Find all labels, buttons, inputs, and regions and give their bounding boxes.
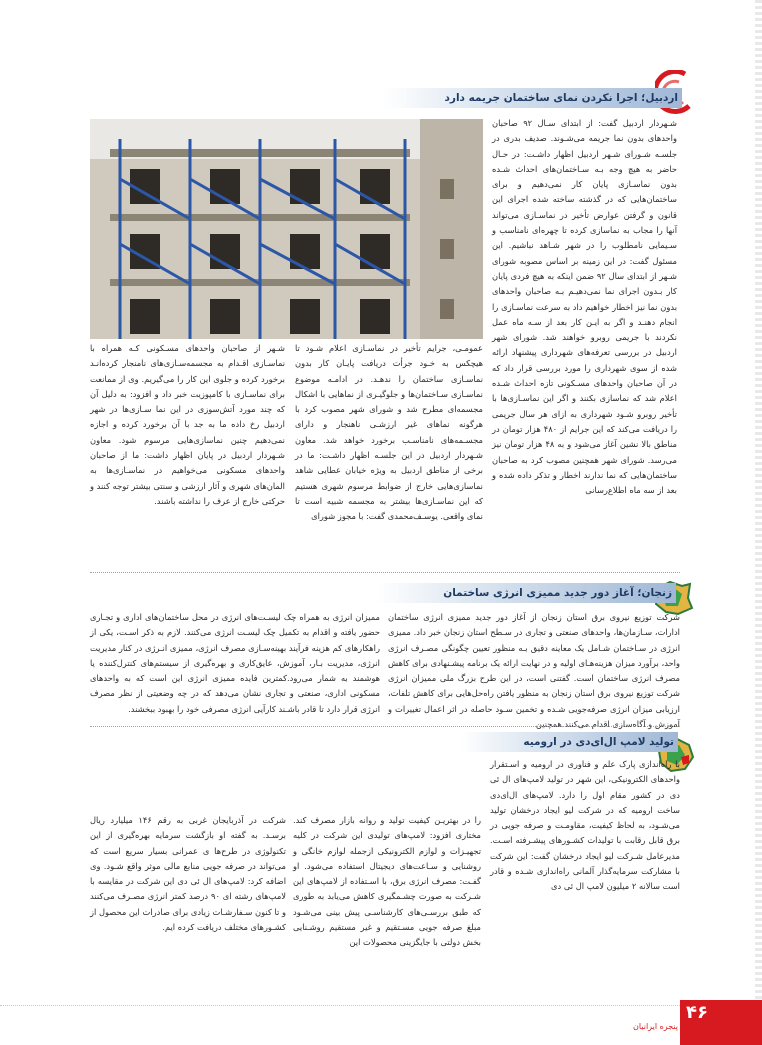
- article3-column-3: شرکت در آذربایجان غربی به رقم ۱۴۶ میلیارد ریال برسـد. به گفته او بازگشت سرمایه بهره‌گیری از این تکنولوژی در طرح‌ها ی عمرانی بسیار سریع است که می‌تواند در صرفه جویی منابع مالی موثر واقع شـود. وی اضافه کرد: لامپ‌های ال ئی دی این شرکت در مقایسه با لامپ‌های رشته ای ۹۰ درصد کمتر انرژی مصـرف می‌کنند و تا کنون سـفارشـات زیادی برای صادرات این محصول از کشـورهای مختلف دریافت کرده ایم.: [90, 815, 286, 933]
- article2-column-1: شرکت توزیع نیروی برق استان زنجان از آغاز دور جدید ممیزی انرژی ساختمان ادارات، سـازمان‌ها، واحدهای صنعتی و تجاری در سـطح استان زنجان خبر داد. ممیزی انرژی در سـاختمان شـامل یک معاینه دقیق بـه منظور تعیین چگونگی مصـرف انرژی واحد، برآورد میزان هزینه‌هـای اولیه و در نهایت ارائه یک برنامه پیشـنهادی برای کاهش مصرف انرژی ساختمان است. گفتنی است، در این طرح بزرگ ملی ممیزان انرژی شرکت توزیع نیروی برق استان زنجان به منظور یافتن راه‌حل‌هایی برای کاهش تلفات، ارزیابی میزان انرژی صرفه‌جویی شـده و تخمین سـود حاصله در اثر اعمال تغییرات و آموزش و آگاه‌سازی اقدام می‌کنند.همچنین: [388, 612, 680, 730]
- article2-column-2: ممیزان انرژی به همراه چک لیسـت‌های انرژی در محل ساختمان‌های اداری و تجـاری حضور یافته و اقدام به تکمیل چک لیسـت انرژی می‌کنند. لازم به ذکر اسـت، یکی از راهکارهای کم هزینه فرآیند بهینه‌سـازی مصرف انرژی، ممیزی انـرژی در کنار مدیریت انرژی، مدیریت بـار، آموزش، عایق‌کاری و بهره‌گیری از سیستم‌های کنترل‌کننده یا هوشمند به شمار می‌رود.کمترین فایده ممیزی انرژی این است که به واحدهای مسکونی اداری، صنعتی و تجاری نشان می‌دهد که در چه وضعیتی از نظر مصرف انرژی قرار دارد تا قادر باشـند کارآیی انرژی مصرفی خود را بهبود ببخشند.: [90, 612, 380, 714]
- divider-2: [90, 726, 680, 727]
- article1-header: [384, 88, 682, 108]
- magazine-name: پنجره ایرانیان: [633, 1022, 678, 1031]
- building-photo: [90, 119, 483, 339]
- article2-title: زنجان؛ آغاز دور جدید ممیزی انرژی ساختمان: [443, 587, 672, 599]
- article3-title: تولید لامپ ال‌ای‌دی در ارومیه: [523, 736, 674, 748]
- page-number-block: [680, 1000, 762, 1045]
- divider-1: [90, 572, 680, 573]
- side-strip: [755, 0, 762, 1045]
- article3-column-2: را در بهتریـن کیفیت تولید و روانه بازار مصرف کند. مختاری افزود: لامپ‌های تولیدی این شرکت در کلیه تجهیـزات و لوازم الکترونیکی ازجمله لوازم خانگی و روشنایی و سـاعت‌های دیجیتال استفاده می‌شود. او گفـت: مصرف انرژی برق، با اسـتفاده از لامپ‌های این شـرکت به صورت چشـمگیری کاهش می‌یابد به طوری که طبق بررسـی‌های کارشناسـی پیش بینی می‌شـود مبلغ صرفه جویی مسـتقیم و غیر مستقیم روشـنایی بخش دولتی با جایگزینی محصولات این: [293, 815, 481, 948]
- article2-header: [376, 583, 676, 603]
- article3-column-1: با راه‌اندازی پارک علم و فناوری در ارومیه و اسـتقرار واحدهای الکترونیکی، این شهر در تولید لامپ‌های ال ئی دی در کشور مقام اول را دارد. لامپ‌های ال‌ای‌دی ساخت ارومیه که در شرکت لیو ایجاد درخشان تولید می‌شـود، به لحاظ کیفیت، مقاومـت و صرفه جویی در برق قابل رقابت با تولیدات کشـورهای پیشـرفته اسـت. مدیرعامل شـرکت لیو ایجاد درخشان گفت: این شرکت با مشارکت سرمایه‌گذار آلمانی راه‌اندازی شـده و قادر است سالانه ۲ میلیون لامپ ال ئی دی: [490, 759, 680, 892]
- footer-line: [0, 1005, 680, 1006]
- article3-header: [460, 732, 678, 752]
- article1-column-2: عمومـی، جرایم تأخیر در نماسـازی اعلام شـود تا هیچکس به خـود جرأت دریافت پایـان کار بدون نماسـازی ساختمان را ندهـد. در ادامـه موضوع نماسـازی سـاختمان‌ها و جلوگیـری از نماهایی با اشکال مجسمه‌ای مطرح شد و شورای شهر مصوب کرد با هرگونه نماهای غیر ارزشـی ناهنجار و دارای مجسـمه‌های نامناسـب برخورد خواهد شد. معاون شـهردار اردبیل در این جلسـه اظهار داشـت: ما در برخی از مناطق اردبیل به ویژه خیابان عطایی شاهد نماسازی‌هایی خارج از ضوابط مرسوم شهری هستیم که این نماسـازی‌ها بیشتر به مجسمه شبیه است تا نمای واقعی. یوسـف‌محمدی گفت: با مجوز شورای: [295, 343, 483, 522]
- article1-column-1: شـهردار اردبیل گفت: از ابتدای سـال ۹۲ صاحبان واحدهای بدون نما جریمه می‌شـوند. صدیف بدری در جلسـه شـورای شـهر اردبیل اظهار داشـت: در حـال حاضر به هیچ وجه بـه سـاختمان‌های احداث شـده بدون نماسـازی پایان کار نمی‌دهیم و برای ساختمان‌هایی که در گذشته ساخته شده اجرای این قانون و گرفتن عوارض تأخیر در نماسـازی می‌تواند آنها را مجاب به نماسازی کرده تا چهره‌ای نامناسب و سـیمایی نامطلوب را در شهر شـاهد نباشیم. این مسئول گفت: در این زمینه بر اساس مصوبه شورای شـهر از ابتدای سال ۹۲ ضمن اینکه به هیچ فردی پایان کار بـدون اجرای نما نمی‌دهیـم بـه صاحبان واحدهای بدون نما نیز اخطار خواهیم داد به سرعت نماسـازی را انجام دهنـد و اگر به ایـن کار بعد از سـه ماه عمل نکردند با جریمی روبرو خواهند شد. شورای شهر اردبیل در بررسی تعرفه‌های شهرداری پیشنهاد ارائه شده از سوی شهرداری را مورد بررسی قرار داد که در آن صاحبان واحدهای مسـکونی تازه احداث شـده اعلام شد که نماسازی بکنند و اگر این نماسـازی‌ها با تأخیر روبرو شـود شهرداری به ازای هر سال جریمی را دریافت می‌کند که این جرایم از ۴۸۰ هزار تومان در مناطق بالا نشین آغاز می‌شود و به ۴۸ هزار تومان نیز می‌رسد. شورای شهر همچنین مصوب کرد به صاحبان ساختمان‌هایی که نما ندارند اخطار و تذکر داده شده و بعد از سه ماه اطلاع‌رسانی: [492, 118, 678, 496]
- article1-title: اردبیل؛ اجرا نکردن نمای ساختمان جریمه دارد: [444, 92, 678, 104]
- page-number: ۴۶: [686, 1002, 708, 1023]
- article1-column-3: شـهر از صاحبان واحدهای مسـکونی کـه همراه با نماسـازی اقـدام به مجسمه‌سـازی‌های نامنجار کرده‌انـد برخورد کرده و جلوی این کار را می‌گیریم. وی از ممانعت برای نماسـازی با کامپوزیت خبر داد و افزود: به دلیل آن که چند مورد آتش‌سوزی در این نما سـازی‌ها در شهر اردبیل رخ داده ما به جد با آن برخورد کرده و اجازه نمی‌دهیم چنین نماسازی‌هایی مرسوم شود. معاون شـهردار اردبیل در پایان اظهار داشت: ما از صاحبان واحدهای مسکونی می‌خواهیم در نماسـازی‌ها به المان‌های شهری و آثار ارزشی و سنتی بیشتر توجه کنند و حرکتی خارج از عرف را نداشته باشند.: [90, 343, 285, 506]
